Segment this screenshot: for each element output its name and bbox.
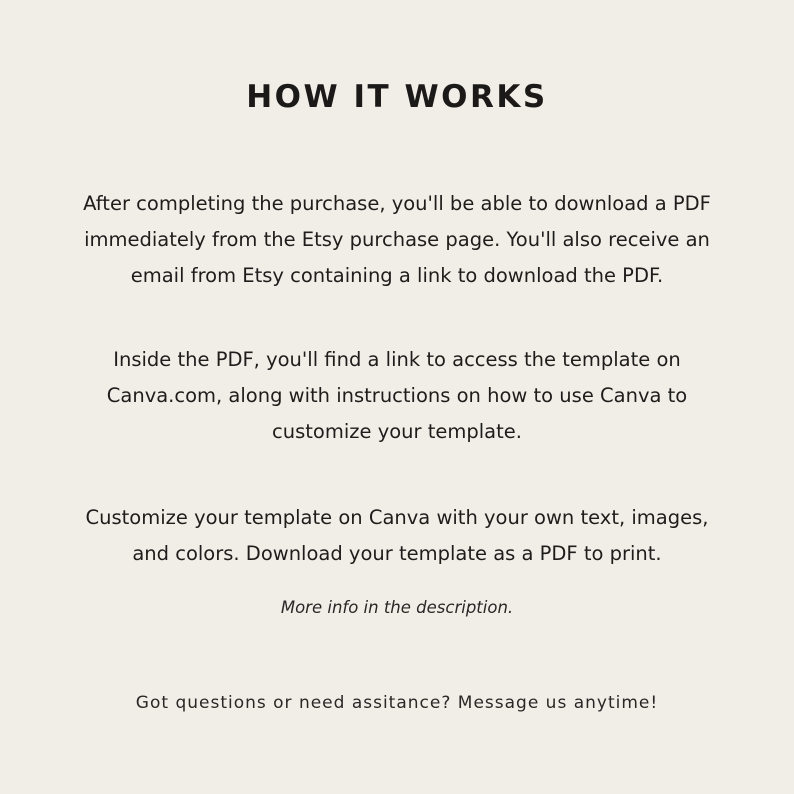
contact-message: Got questions or need assitance? Message us anytime! [135,693,659,713]
more-info-note: More info in the description. [280,598,514,617]
inside-pdf-paragraph: Inside the PDF, you'll find a link to access the template on Canva.com, along with instructions on how to use Canva to customize your template. [106,348,688,443]
page-title: HOW IT WORKS [246,79,548,115]
customize-paragraph: Customize your template on Canva with your own text, images, and colors. Download your template as a PDF to print. [85,506,709,565]
purchase-paragraph: After completing the purchase, you'll be able to download a PDF immediately from the Etsy purchase page. You'll also receive an email from Etsy containing a link to download the PDF. [83,192,711,287]
